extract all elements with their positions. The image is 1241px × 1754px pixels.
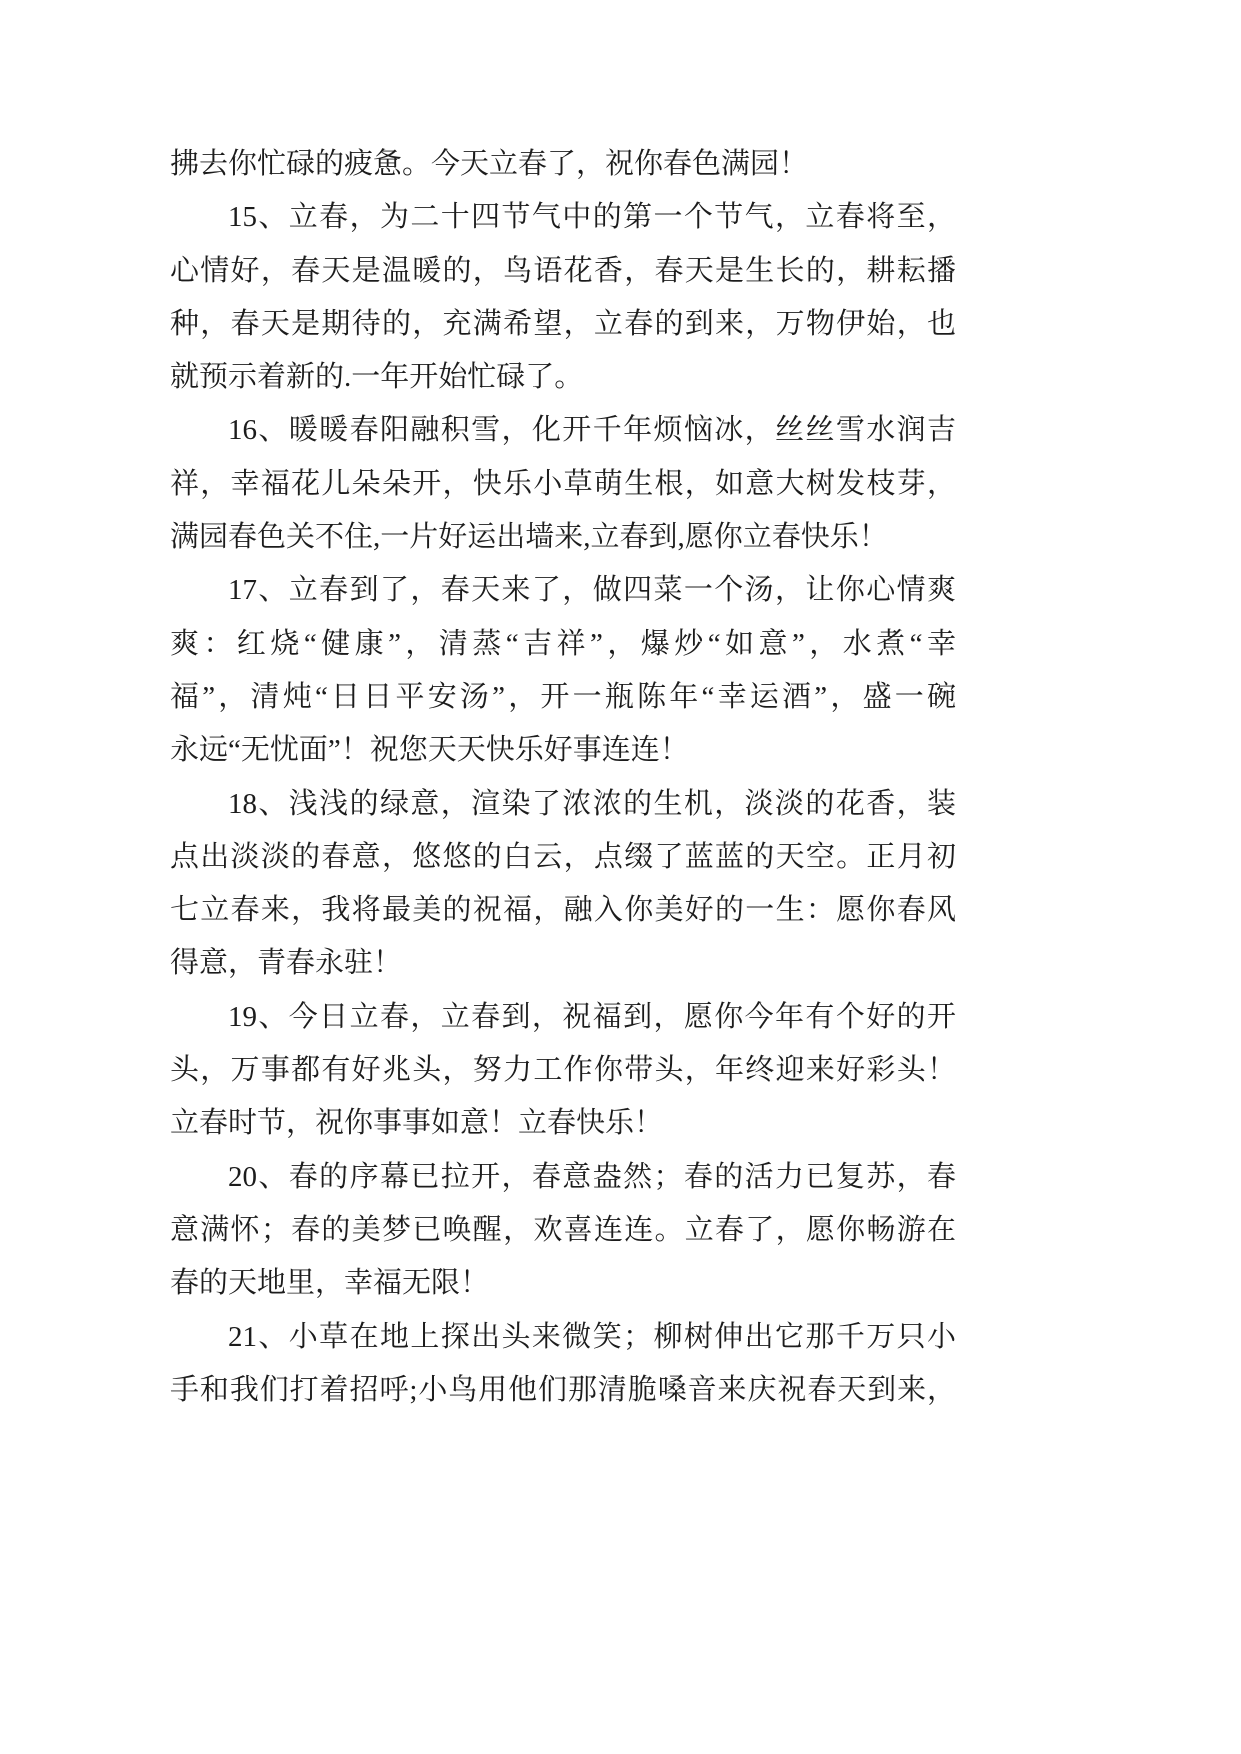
paragraph-line: 15、立春，为二十四节气中的第一个节气，立春将至， [228,201,956,234]
paragraph-line: 福”，清炖“日日平安汤”，开一瓶陈年“幸运酒”，盛一碗 [170,680,956,713]
paragraph-line: 拂去你忙碌的疲惫。今天立春了，祝你春色满园！ [170,148,809,180]
paragraph-line: 永远“无忧面”！祝您天天快乐好事连连！ [170,734,689,767]
paragraph-line: 满园春色关不住,一片好运出墙来,立春到,愿你立春快乐！ [170,521,888,554]
paragraph-21 [170,1311,956,1418]
paragraph-line: 七立春来，我将最美的祝福，融入你美好的一生：愿你春风 [170,894,956,927]
paragraph-15 [170,191,956,404]
paragraph-continuation [170,138,956,191]
paragraph-line: 爽：红烧“健康”，清蒸“吉祥”，爆炒“如意”，水煮“幸 [170,627,956,660]
paragraph-line: 祥，幸福花儿朵朵开，快乐小草萌生根，如意大树发枝芽， [170,467,956,500]
paragraph-line: 21、小草在地上探出头来微笑；柳树伸出它那千万只小 [228,1320,956,1353]
paragraph-line: 18、浅浅的绿意，渲染了浓浓的生机，淡淡的花香，装 [228,787,956,820]
paragraph-line: 20、春的序幕已拉开，春意盎然；春的活力已复苏，春 [228,1160,956,1193]
paragraph-line: 手和我们打着招呼;小鸟用他们那清脆嗓音来庆祝春天到来， [170,1373,956,1406]
paragraph-line: 种，春天是期待的，充满希望，立春的到来，万物伊始，也 [170,307,956,340]
paragraph-line: 意满怀；春的美梦已唤醒，欢喜连连。立春了，愿你畅游在 [170,1213,956,1246]
paragraph-16 [170,404,956,564]
paragraph-line: 得意，青春永驻！ [170,947,403,980]
paragraph-19 [170,991,956,1151]
paragraph-line: 16、暖暖春阳融积雪，化开千年烦恼冰，丝丝雪水润吉 [228,414,956,447]
document-body [170,138,956,1417]
paragraph-17 [170,564,956,777]
paragraph-line: 头，万事都有好兆头，努力工作你带头，年终迎来好彩头！ [170,1054,956,1087]
paragraph-line: 春的天地里，幸福无限！ [170,1267,490,1300]
paragraph-line: 19、今日立春，立春到，祝福到，愿你今年有个好的开 [228,1000,956,1033]
paragraph-20 [170,1151,956,1311]
paragraph-line: 17、立春到了，春天来了，做四菜一个汤，让你心情爽 [228,574,956,607]
paragraph-line: 心情好，春天是温暖的，鸟语花香，春天是生长的，耕耘播 [170,254,956,287]
paragraph-line: 立春时节，祝你事事如意！立春快乐！ [170,1107,664,1140]
paragraph-18 [170,778,956,991]
paragraph-line: 就预示着新的.一年开始忙碌了。 [170,361,584,394]
paragraph-line: 点出淡淡的春意，悠悠的白云，点缀了蓝蓝的天空。正月初 [170,840,956,873]
